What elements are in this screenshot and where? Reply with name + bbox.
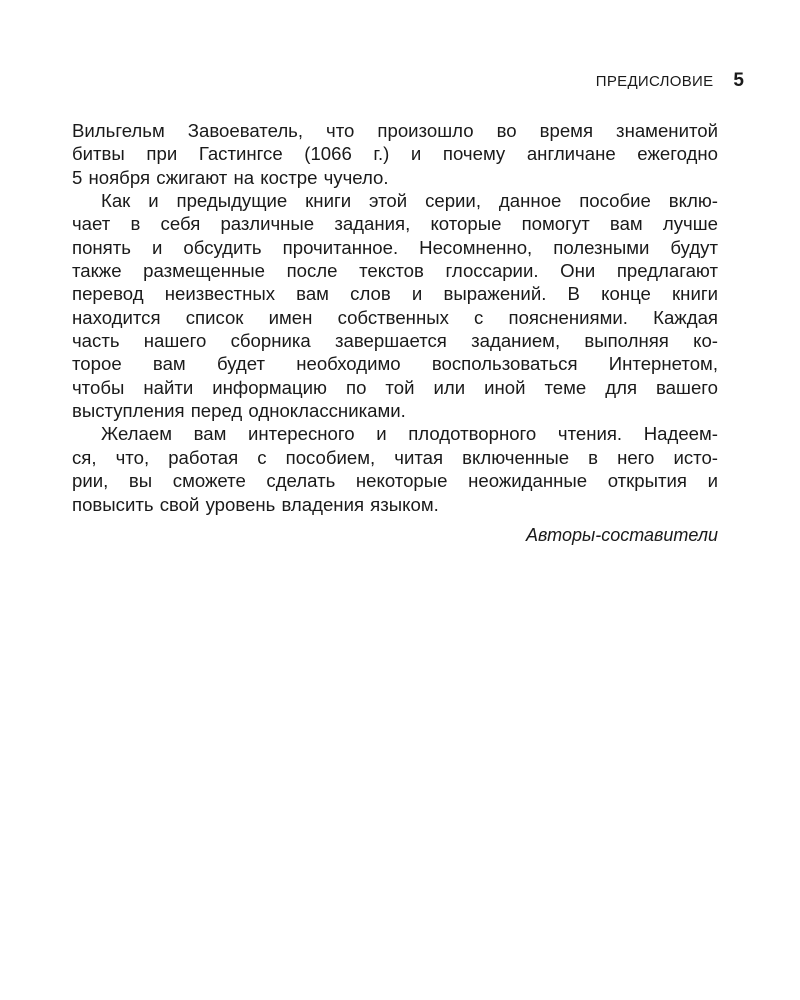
text-line: чает в себя различные задания, которые помогут вам лучше <box>72 213 718 235</box>
text-line: Как и предыдущие книги этой серии, данное пособие вклю- <box>101 190 718 212</box>
body-text <box>72 119 718 516</box>
text-line: понять и обсудить прочитанное. Несомненно, полезными будут <box>72 236 718 258</box>
signature: Авторы-составители <box>525 525 718 545</box>
text-line: часть нашего сборника завершается заданием, выполняя ко- <box>72 330 718 352</box>
chapter-title: ПРЕДИСЛОВИЕ <box>595 73 714 90</box>
text-line: торое вам будет необходимо воспользоваться Интернетом, <box>72 353 718 375</box>
text-line: битвы при Гастингсе (1066 г.) и почему англичане ежегодно <box>72 143 718 165</box>
text-line: перевод неизвестных вам слов и выражений. В конце книги <box>72 283 718 305</box>
text-line: Желаем вам интересного и плодотворного чтения. Надеем- <box>101 423 718 445</box>
page-number: 5 <box>733 70 744 91</box>
text-line: 5 ноября сжигают на костре чучело. <box>72 166 389 188</box>
text-line: чтобы найти информацию по той или иной теме для вашего <box>72 376 718 398</box>
text-line: также размещенные после текстов глоссарии. Они предлагают <box>72 260 718 282</box>
text-line: повысить свой уровень владения языком. <box>72 493 439 515</box>
text-line: рии, вы сможете сделать некоторые неожиданные открытия и <box>72 470 718 492</box>
running-head <box>596 70 744 92</box>
text-line: выступления перед одноклассниками. <box>72 400 406 422</box>
text-line: Вильгельм Завоеватель, что произошло во время знаменитой <box>72 120 718 141</box>
text-line: находится список имен собственных с пояснениями. Каждая <box>72 306 718 328</box>
text-line: ся, что, работая с пособием, читая включенные в него исто- <box>72 446 718 468</box>
